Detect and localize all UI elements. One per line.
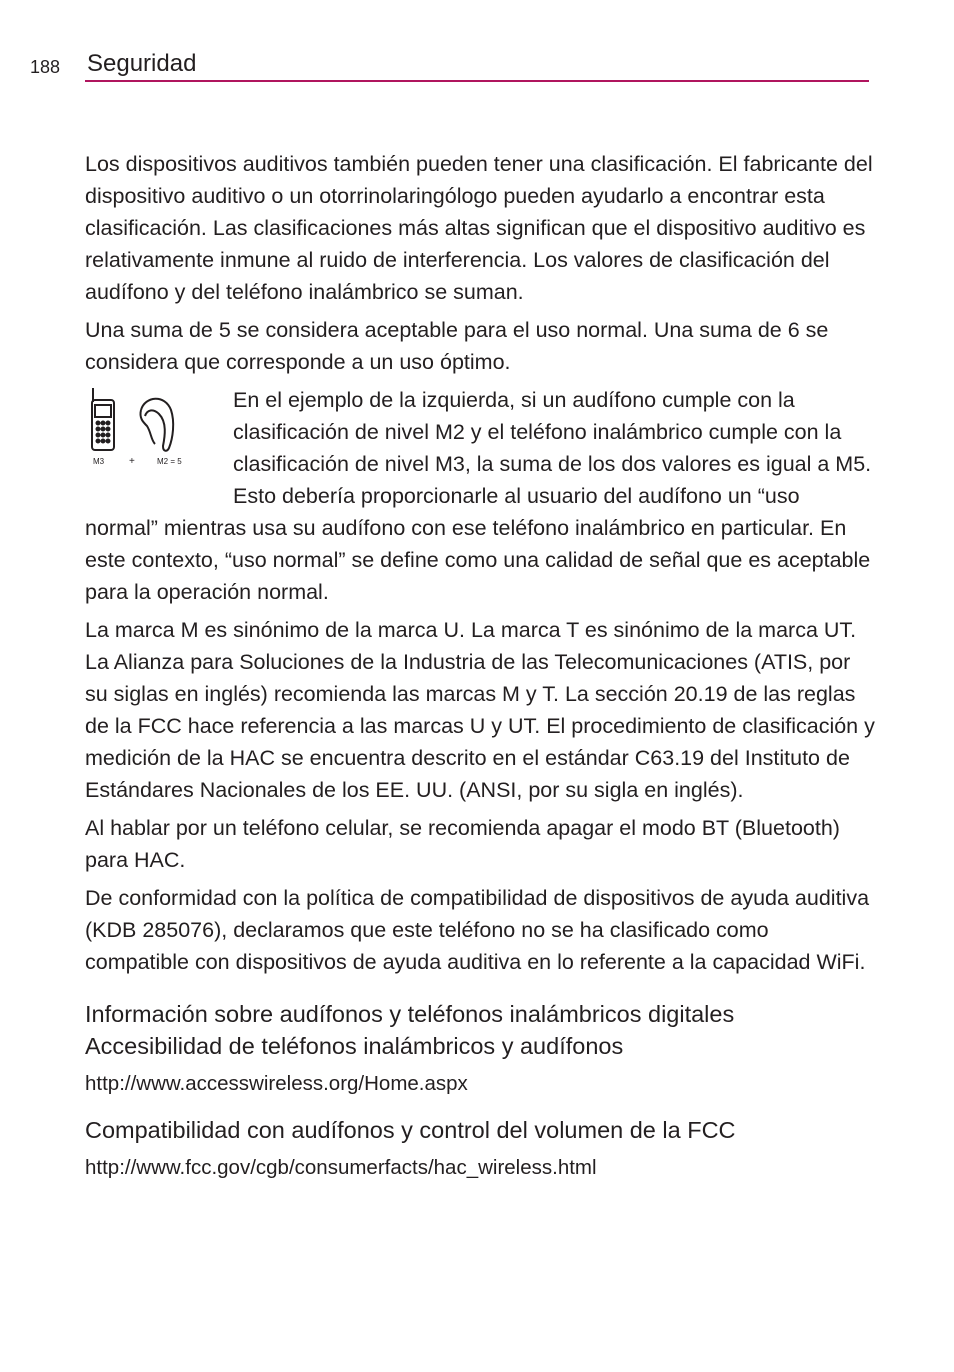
section-title: Seguridad (87, 50, 197, 77)
plus-sign: + (129, 456, 135, 467)
paragraph-hearing-aid-rating: Los dispositivos auditivos también pueden tener una clasificación. El fabricante del dispositivo auditivo o un otorrinolaringólogo pueden ayudarlo a encontrar esta clasificación. Las clasificaciones más altas significan que el dispositivo auditivo es relativamente inmune al ruido de interferencia. Los valores de clasificación del audífono y del teléfono inalámbrico se suman. (85, 152, 873, 304)
header-divider (85, 80, 869, 82)
accesswireless-link[interactable]: http://www.accesswireless.org/Home.aspx (85, 1072, 468, 1095)
rating-example-figure (85, 386, 225, 486)
fcc-link[interactable]: http://www.fcc.gov/cgb/consumerfacts/hac_wireless.html (85, 1156, 597, 1179)
paragraph-bluetooth: Al hablar por un teléfono celular, se recomienda apagar el modo BT (Bluetooth) para HAC. (85, 816, 840, 872)
paragraph-markings: La marca M es sinónimo de la marca U. La marca T es sinónimo de la marca UT. La Alianza para Soluciones de la Industria de las Telecomunicaciones (ATIS, por su siglas en inglés) recomienda las marcas M y T. La sección 20.19 de las reglas de la FCC hace referencia a las marcas U y UT. El procedimiento de clasificación y medición de la HAC se encuentra descrito en el estándar C63.19 del Instituto de Estándares Nacionales de los EE. UU. (ANSI, por su sigla en inglés). (85, 618, 875, 802)
page-content (85, 148, 875, 1192)
mobile-phone-icon (92, 388, 114, 450)
hearing-aid-icon (140, 399, 173, 451)
heading-line-1: Información sobre audífonos y teléfonos inalámbricos digitales (85, 1001, 735, 1027)
heading-hearing-aid-info (85, 998, 875, 1062)
paragraph-sum-rating: Una suma de 5 se considera aceptable para el uso normal. Una suma de 6 se considera que corresponde a un uso óptimo. (85, 318, 829, 374)
heading-fcc-compatibility: Compatibilidad con audífonos y control del volumen de la FCC (85, 1117, 736, 1143)
hearing-aid-rating-label: M2 = 5 (157, 457, 182, 466)
page-number: 188 (30, 57, 61, 77)
paragraph-example: En el ejemplo de la izquierda, si un audífono cumple con la clasificación de nivel M2 y el teléfono inalámbrico cumple con la clasificación de nivel M3, la suma de los dos valores es igual a M5. Esto debería proporcionarle al usuario del audífono un “uso normal” mientras usa su audífono con ese teléfono inalámbrico en particular. En este contexto, “uso normal” se define como una calidad de señal que es aceptable para la operación normal. (85, 388, 872, 604)
paragraph-wifi-compatibility: De conformidad con la política de compatibilidad de dispositivos de ayuda auditiva (KDB 285076), declaramos que este teléfono no se ha clasificado como compatible con dispositivos de ayuda auditiva en lo referente a la capacidad WiFi. (85, 886, 870, 974)
heading-line-2: Accesibilidad de teléfonos inalámbricos y audífonos (85, 1033, 624, 1059)
example-block (85, 384, 875, 608)
phone-rating-label: M3 (93, 457, 105, 466)
phone-plus-hearing-aid-illustration (85, 386, 225, 486)
